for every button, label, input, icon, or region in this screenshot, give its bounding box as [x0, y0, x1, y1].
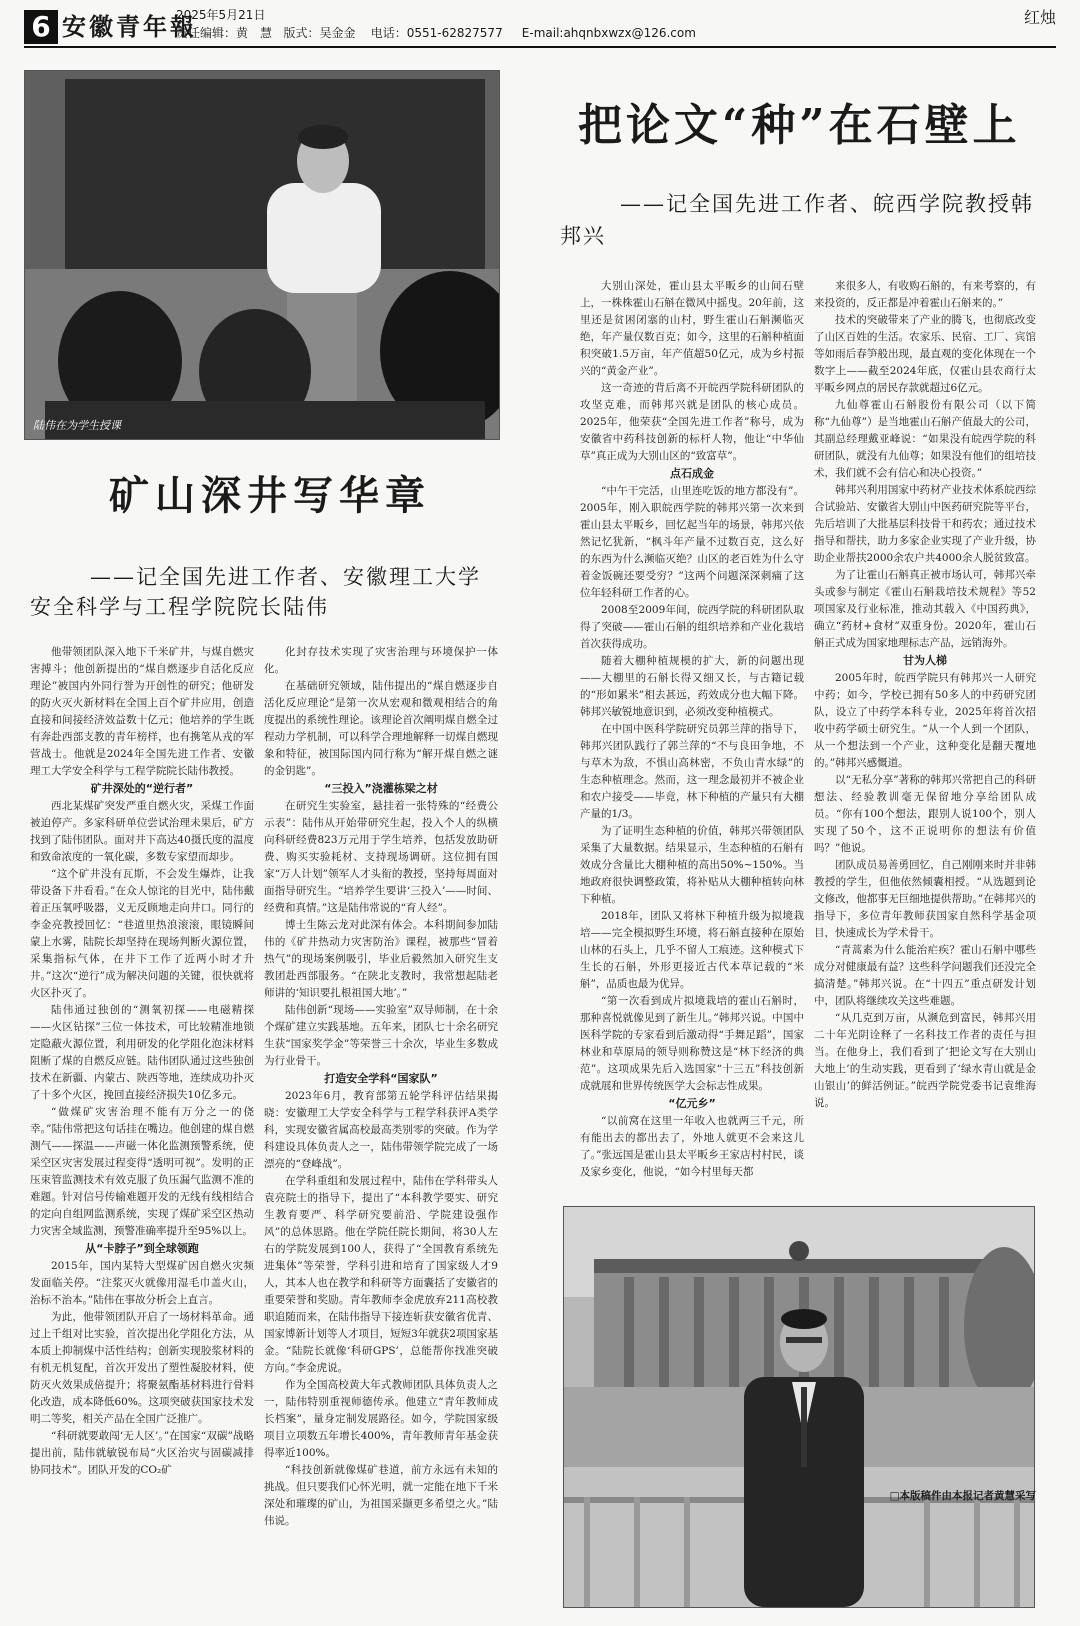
section-heading: 从“卡脖子”到全球领跑 — [85, 1242, 199, 1255]
paragraph: 这一奇迹的背后离不开皖西学院科研团队的攻坚克难，而韩邦兴就是团队的核心成员。2025年，他荣获“全国先进工作者”称号，成为安徽省中药科技创新的标杆人物，他让“中华仙草”真正成为大别山区的“致富草”。 — [580, 382, 804, 462]
paragraph: 在学科重组和发展过程中，陆伟在学科带头人袁亮院士的指导下，提出了“本科教学要实、研究生教育要严、科学研究要前沿、学院建设强作风”的总体思路。他在学院任院长期间，将30人左右的学院发展到100人，获得了“全国教育系统先进集体”等荣誉，学科引进和培育了国家级人才9人，其本人也在教学和科研等方面囊括了安徽省的重要荣誉和奖励。青年教师李金虎放弃211高校教职追随而来，在陆伟指导下接连斩获安徽省优青、国家博新计划等人才项目，短短3年就获2项国家基金。“陆院长就像‘科研GPS’，总能帮你找准突破方向。”李金虎说。 — [264, 1175, 498, 1374]
paragraph: “青蒿素为什么能治疟疾？霍山石斛中哪些成分对健康最有益？这些科学问题我们还没完全搞清楚。”韩邦兴说。在“十四五”重点研发计划中，团队将继续攻关这些难题。 — [814, 944, 1036, 1007]
paragraph: 为此，他带领团队开启了一场材料革命。通过上千组对比实验，首次提出化学阻化方法，从本质上抑制煤中活性结构；创新实现胶浆材料的有机无机复配，首次开发出了塑性凝胶材料，使防灭火效果成倍提升；将聚氨酯基材料进行骨料化改造，成本降低60%。这项突破获国家技术发明二等奖，相关产品在全国广泛推广。 — [30, 1311, 254, 1425]
section-heading: 点石成金 — [670, 467, 714, 480]
paragraph: 来很多人，有收购石斛的，有来考察的，有来投资的，反正都是冲着霍山石斛来的。” — [814, 280, 1036, 309]
designer: 版式：吴金金 — [283, 26, 356, 40]
paragraph: 博士生陈云龙对此深有体会。本科期间参加陆伟的《矿井热动力灾害防治》课程，被那些“冒着热气”的现场案例吸引，毕业后毅然加入研究生支教团赴西部服务。“在陕北支教时，我常想起陆老师讲的‘知识要扎根祖国大地’。” — [264, 919, 498, 999]
phone: 电话：0551-62827577 — [370, 26, 503, 40]
section-heading: 甘为人梯 — [903, 654, 947, 667]
paragraph: 2023年6月，教育部第五轮学科评估结果揭晓：安徽理工大学安全科学与工程学科获评A类学科，实现安徽省属高校最高类别零的突破。作为学科建设具体负责人之一，陆伟带领学院完成了一场漂亮的“登峰战”。 — [264, 1090, 498, 1170]
section-name: 红烛 — [1023, 8, 1056, 27]
issue-date: 2025年5月21日 — [176, 8, 266, 22]
paragraph: 在基础研究领域，陆伟提出的“煤自燃逐步自活化反应理论”是第一次从宏观和微观相结合的角度提出的系统性理论。该理论首次阐明煤自燃全过程动力学机制，可以科学合理地解释一切煤自燃现象和特征，被国际国内同行称为“解开煤自燃之谜的金钥匙”。 — [264, 680, 498, 777]
header-rule — [24, 46, 1056, 48]
email: E-mail:ahqnbxwzx@126.com — [521, 26, 696, 40]
left-article-title: 矿山深井写华章 — [109, 472, 431, 519]
paragraph: “科研就要敢闯‘无人区’。”在国家“双碳”战略提出前，陆伟就敏锐布局“火区治灾与固碳减排协同技术”。团队开发的CO₂矿 — [30, 1430, 254, 1476]
paragraph: “中午干完活，山里连吃饭的地方都没有”。2005年，刚入职皖西学院的韩邦兴第一次来到霍山县太平畈乡，回忆起当年的场景，韩邦兴依然记忆犹新，“枫斗年产量不过数百克，这么好的东西为什么濒临灭绝？山区的老百姓为什么守着金饭碗还要受穷？”这两个问题深深刺痛了这位年轻科研工作者的心。 — [580, 485, 804, 599]
paragraph: 技术的突破带来了产业的腾飞，也彻底改变了山区百姓的生活。农家乐、民宿、工厂、宾馆等如雨后春笋般出现，最直观的变化体现在一个数字上——截至2024年底，仅霍山县农商行太平畈乡网点的居民存款就超过6亿元。 — [814, 314, 1036, 394]
article-credit: □本版稿件由本报记者黄慧采写 — [889, 1490, 1036, 1502]
paragraph: 化封存技术实现了灾害治理与环境保护一体化。 — [264, 646, 498, 675]
paragraph: “这个矿井没有瓦斯，不会发生爆炸，让我带设备下井看看。”在众人惊诧的目光中，陆伟戴着正压氧呼吸器，义无反顾地走向井口。同行的李金亮教授回忆：“巷道里热浪滚滚，眼镜瞬间蒙上水雾，陆院长却坚持在现场判断火源位置，采集指标气体，在井下工作了近两小时才升井。”这次“逆行”成为解决问题的关键，很快就将火区扑灭了。 — [30, 868, 254, 999]
paragraph: “科技创新就像煤矿巷道，前方永远有未知的挑战。但只要我们心怀光明，就一定能在地下千米深处和璀璨的矿山，为祖国采撷更多希望之火。”陆伟说。 — [264, 1464, 498, 1527]
paper-masthead: 安徽青年報 — [62, 12, 197, 41]
paragraph: 2005年时，皖西学院只有韩邦兴一人研究中药；如今，学校已拥有50多人的中药研究团队，设立了中药学本科专业，2025年将首次招收中药学硕士研究生。“从一个人到一个团队，从一个想法到一个产业，这种变化是翻天覆地的。”韩邦兴感慨道。 — [814, 672, 1036, 769]
paragraph: 九仙尊霍山石斛股份有限公司（以下简称“九仙尊”）是当地霍山石斛产值最大的公司，其副总经理戴亚峰说：“如果没有皖西学院的科研团队，就没有九仙尊；如果没有他们的组培技术，我们就不会有信心和决心投资。” — [814, 399, 1036, 479]
section-heading: “三投入”浇灌栋梁之材 — [324, 782, 438, 795]
lecture-illustration — [25, 71, 499, 439]
paragraph: 在中国中医科学院研究员郭兰萍的指导下，韩邦兴团队践行了郭兰萍的“不与良田争地，不与草木为敌，不惧山高林密，不负山青水绿”的生态种植理念。然而，这一理念最初并不被企业和农户接受——毕竟，林下种植的产量只有大棚产量的1/3。 — [580, 723, 804, 820]
paragraph: 以“无私分享”著称的韩邦兴常把自己的科研想法、经验教训毫无保留地分享给团队成员。“你有100个想法，跟别人说100个，别人实现了50个，这不正说明你的想法有价值吗？”他说。 — [814, 774, 1036, 854]
paragraph: 为了证明生态种植的价值，韩邦兴带领团队采集了大量数据。结果显示，生态种植的石斛有效成分含量比大棚种植的高出50%~150%。当地政府很快调整政策，将补贴从大棚种植转向林下种植。 — [580, 825, 804, 905]
great-hall-illustration — [564, 1207, 1034, 1607]
section-heading: 打造安全学科“国家队” — [324, 1072, 438, 1085]
paragraph: 西北某煤矿突发严重自燃火灾，采煤工作面被迫停产。多家科研单位尝试治理未果后，矿方找到了陆伟团队。面对井下高达40摄氏度的温度和致命浓度的一氧化碳，多数专家望而却步。 — [30, 800, 254, 863]
left-article-column-1 — [30, 644, 254, 1594]
great-hall-photo — [563, 1206, 1035, 1608]
paragraph: 在研究生实验室，悬挂着一张特殊的“经费公示表”：陆伟从开始带研究生起，投入个人的纵横向科研经费823万元用于学生培养，包括发放助研费、购买实验耗材、支持现场调研。这位拥有国家“万人计划”领军人才头衔的教授，坚持每周面对面指导研究生。“培养学生要讲‘三投入’——时间、经费和真情。”这是陆伟常说的“育人经”。 — [264, 800, 498, 914]
lecture-photo — [24, 70, 500, 440]
paragraph: 2015年，国内某特大型煤矿因自燃火灾频发面临关停。“注浆灭火就像用湿毛巾盖火山，治标不治本。”陆伟在事故分析会上直言。 — [30, 1260, 254, 1306]
paragraph: 随着大棚种植规模的扩大，新的问题出现——大棚里的石斛长得又细又长，与古籍记载的“形如累米”相去甚远，药效成分也大幅下降。韩邦兴敏锐地意识到，必须改变种植模式。 — [580, 655, 804, 718]
paragraph: “做煤矿灾害治理不能有万分之一的侥幸。”陆伟常把这句话挂在嘴边。他创建的煤自燃测气——探温——声磁一体化监测预警系统，使采空区灾害发展过程变得“透明可视”。发明的正压束管监测技术有效克服了负压漏气监测不准的难题。针对信号传输难题开发的无线有线相结合的定向自组网监测系统，实现了煤矿采空区热动力灾害全域监测，预警准确率提升至95%以上。 — [30, 1106, 254, 1237]
paragraph: 韩邦兴利用国家中药材产业技术体系皖西综合试验站、安徽省大别山中医药研究院等平台，先后培训了大批基层科技骨干和药农；通过技术指导和帮扶，助力多家企业实现了产业升级，协助企业帮扶2000余农户共4000余人脱贫致富。 — [814, 484, 1036, 564]
paragraph: 为了让霍山石斛真正被市场认可，韩邦兴牵头或参与制定《霍山石斛栽培技术规程》等52项国家及行业标准，推动其载入《中国药典》，确立“药材+食材”双重身份。2020年，霍山石斛正式成为国家地理标志产品，远销海外。 — [814, 569, 1036, 649]
paragraph: 他带领团队深入地下千米矿井，与煤自燃灾害搏斗；他创新提出的“煤自燃逐步自活化反应理论”被国内外同行誉为开创性的研究；他研发的防火灭火新材料在全国上百个矿井应用，创造直接和间接经济效益数十亿元；他培养的学生既有奔赴西部支教的青年榜样，也有携笔从戎的军营战士。他就是2024年全国先进工作者、安徽理工大学安全科学与工程学院院长陆伟教授。 — [30, 646, 254, 777]
editor: 责任编辑：黄 慧 — [176, 26, 273, 40]
paragraph: “从几克到万亩，从濒危到富民，韩邦兴用二十年光阴诠释了一名科技工作者的责任与担当。在他身上，我们看到了‘把论文写在大别山大地上’的生动实践，更看到了‘绿水青山就是金山银山’的鲜活例证。”皖西学院党委书记袁维海说。 — [814, 1012, 1036, 1109]
paragraph: 2008至2009年间，皖西学院的科研团队取得了突破——霍山石斛的组织培养和产业化栽培首次获得成功。 — [580, 604, 804, 650]
paragraph: “第一次看到成片拟境栽培的霍山石斛时，那种喜悦就像见到了新生儿。”韩邦兴说。中国中医科学院的专家看到后激动得“手舞足蹈”，国家林业和草原局的领导则称赞这是“林下经济的典范”。这项成果先后入选国家“十三五”科技创新成就展和世界传统医学大会标志性成果。 — [580, 995, 804, 1092]
right-article-subtitle: ——记全国先进工作者、皖西学院教授韩邦兴 — [560, 192, 1034, 248]
photo-caption: 陆伟在为学生授课 — [33, 419, 121, 432]
paragraph: 陆伟创新“现场——实验室”双导师制，在十余个煤矿建立实践基地。五年来，团队七十余名研究生获“国家奖学金”等荣誉三十余次，毕业生多数成为行业骨干。 — [264, 1004, 498, 1067]
section-heading: “亿元乡” — [668, 1097, 716, 1110]
paragraph: 大别山深处，霍山县太平畈乡的山间石壁上，一株株霍山石斛在微风中摇曳。20年前，这里还是贫困闭塞的山村，野生霍山石斛濒临灭绝，年产量仅数百克；如今，这里的石斛种植面积突破1.5万亩，年产值超50亿元，成为乡村振兴的“黄金产业”。 — [580, 280, 804, 377]
editor-info — [176, 25, 696, 41]
left-article-subtitle: ——记全国先进工作者、安徽理工大学安全科学与工程学院院长陆伟 — [30, 565, 481, 619]
page-number: 6 — [24, 10, 58, 44]
paragraph: 作为全国高校黄大年式教师团队具体负责人之一，陆伟特别重视师德传承。他建立“青年教师成长档案”，量身定制发展路径。如今，学院国家级项目立项数五年增长400%，青年教师青年基金获得率近100%。 — [264, 1379, 498, 1459]
paragraph: “以前窝在这里一年收入也就两三千元，所有能出去的都出去了，外地人就更不会来这儿了。”张远国是霍山县太平畈乡王家店村村民，谈及家乡变化，他说，“如今村里每天都 — [580, 1115, 804, 1178]
section-heading: 矿井深处的“逆行者” — [90, 782, 194, 795]
right-article-title: 把论文“种”在石壁上 — [578, 100, 1021, 151]
paragraph: 陆伟通过独创的“测氧初探——电磁精探——火区钻探”三位一体技术，可比较精准地锁定隐蔽火源位置，利用研发的化学阻化泡沫材料阻断了煤的自燃反应链。陆伟团队通过这些独创技术在新疆、内蒙古、陕西等地，连续成功扑灭了十多个火区，挽回直接经济损失10亿多元。 — [30, 1004, 254, 1101]
paragraph: 团队成员易善勇回忆，自己刚刚来时并非韩教授的学生，但他依然倾囊相授。“从选题到论文修改，他都事无巨细地提供帮助。”在韩邦兴的指导下，多位青年教师获国家自然科学基金项目，快速成长为学术骨干。 — [814, 859, 1036, 939]
left-article-column-2 — [264, 644, 498, 1594]
paragraph: 2018年，团队又将林下种植升级为拟境栽培——完全模拟野生环境，将石斛直接种在原始山林的石头上，几乎不留人工痕迹。这种模式下生长的石斛，外形更接近古代本草记载的“米斛”，品质也最为优异。 — [580, 910, 804, 990]
